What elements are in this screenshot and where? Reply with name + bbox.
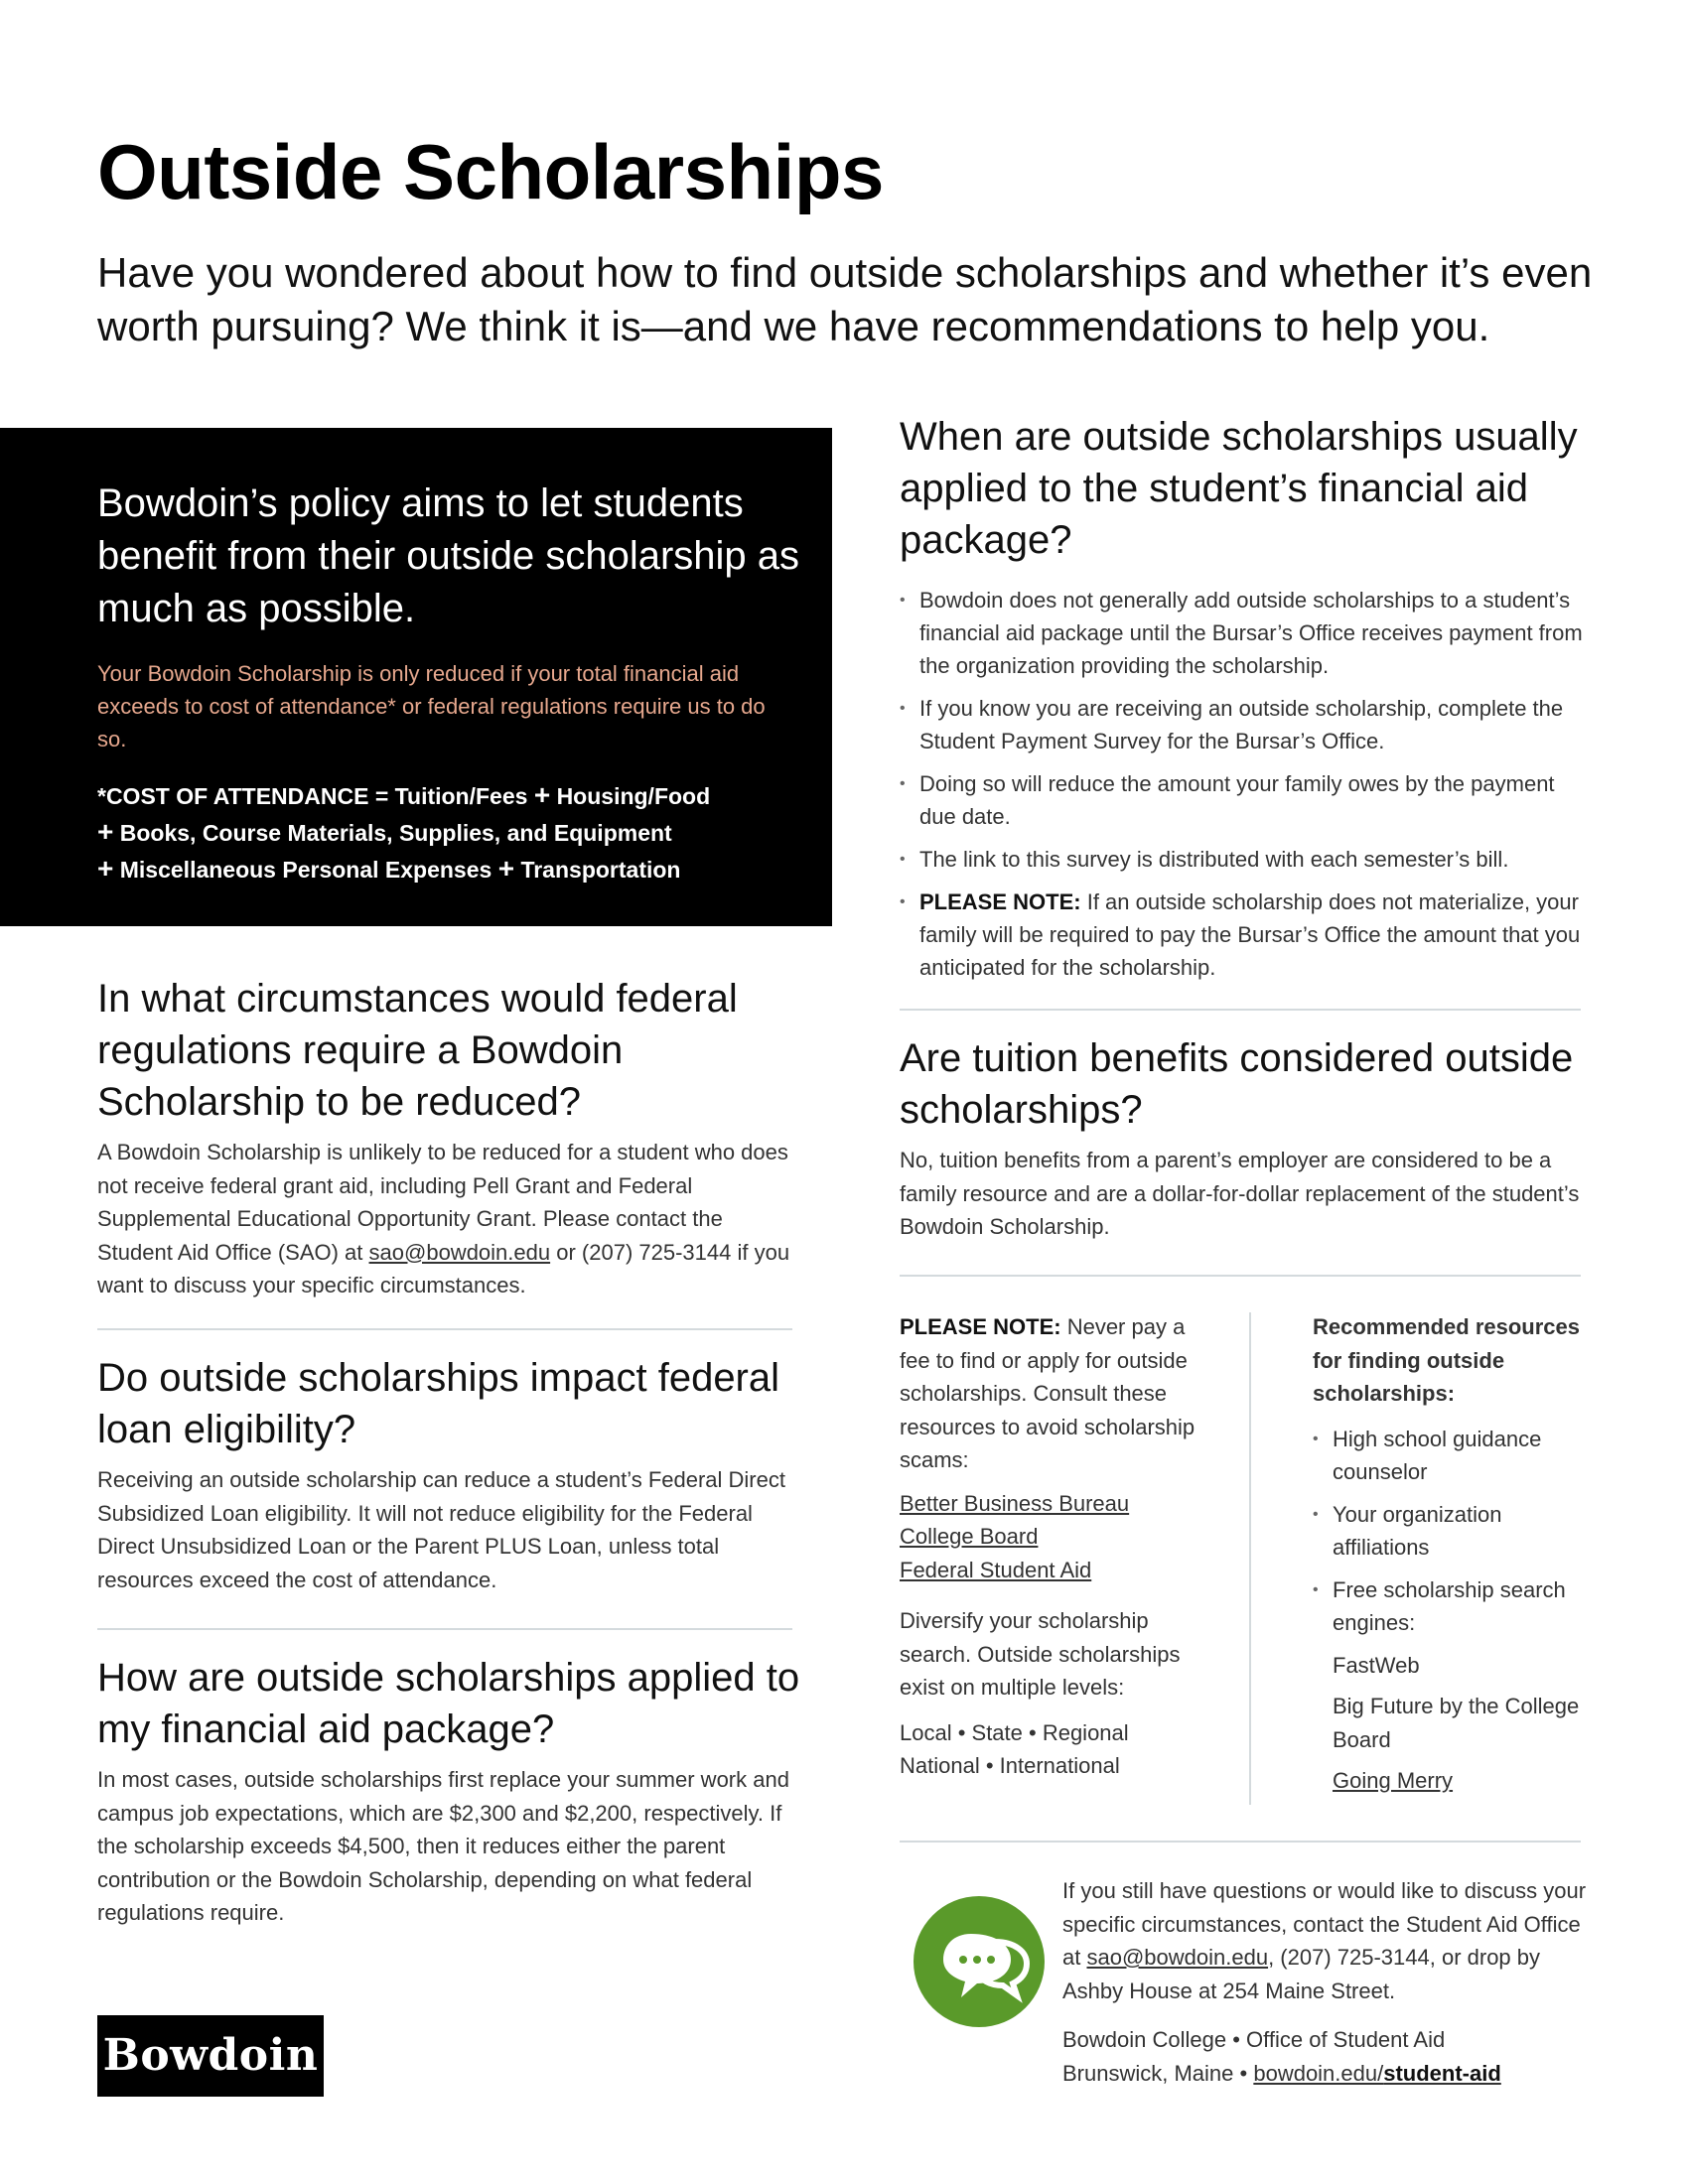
contact-text <box>1062 1874 1589 2007</box>
tuition-section <box>900 1032 1585 1244</box>
policy-note: Your Bowdoin Scholarship is only reduced if your total financial aid exceeds to cost of attendance* or federal regulations require us to do so. <box>97 661 766 751</box>
address-city: Brunswick, Maine • <box>1062 2060 1248 2086</box>
vertical-divider <box>1249 1312 1251 1805</box>
cost-of-attendance <box>97 777 812 887</box>
loan-section <box>97 1352 802 1596</box>
better-business-bureau-link[interactable]: Better Business Bureau <box>900 1490 1130 1516</box>
loan-heading: Do outside scholarships impact federal loan eligibility? <box>97 1356 780 1451</box>
list-item: • High school guidance counselor <box>1313 1423 1581 1488</box>
levels-line-1: Local • State • Regional <box>900 1719 1129 1745</box>
plus-icon: + <box>97 816 114 847</box>
tuition-body: No, tuition benefits from a parent’s employer are considered to be a family resource and are a dollar-for-dollar replacement of the student’s Bowdoin Scholarship. <box>900 1148 1580 1239</box>
address-line-1: Bowdoin College • Office of Student Aid <box>1062 2027 1446 2052</box>
intro-text: Have you wondered about how to find outside scholarships and whether it’s even worth pursuing? We think it is—and we have recommendations to help you. <box>97 249 1593 349</box>
scams-note-text: Never pay a fee to find or apply for outside scholarships. Consult these resources to avoid scholarship scams: <box>900 1314 1196 1472</box>
list-item <box>900 886 1585 984</box>
scams-note <box>900 1310 1197 1477</box>
please-note-label: PLEASE NOTE: <box>919 889 1081 914</box>
engine-fastweb: FastWeb <box>1333 1652 1420 1678</box>
when-bullets <box>900 584 1585 984</box>
page-title: Outside Scholarships <box>97 128 884 215</box>
federal-student-aid-link[interactable]: Federal Student Aid <box>900 1557 1092 1582</box>
when-heading: When are outside scholarships usually applied to the student’s financial aid package? <box>900 415 1578 562</box>
contact-section <box>1062 1874 1589 2090</box>
plus-icon: + <box>533 779 551 810</box>
divider <box>97 1628 792 1630</box>
cost-item: Books, Course Materials, Supplies, and Equipment <box>119 820 672 846</box>
scams-section <box>900 1310 1197 1783</box>
chat-bubbles-icon <box>912 1894 1047 2029</box>
list-item: • Free scholarship search engines: <box>1313 1573 1581 1639</box>
cost-item: Tuition/Fees <box>394 783 528 809</box>
loan-body: Receiving an outside scholarship can reduce a student’s Federal Direct Subsidized Loan eligibility. It will not reduce eligibility for the Federal Direct Unsubsidized Loan or the Parent PLUS Loan, unless total resources exceed the cost of attendance. <box>97 1467 785 1592</box>
list-item: • Doing so will reduce the amount your family owes by the payment due date. <box>900 767 1585 833</box>
sao-email-link[interactable]: sao@bowdoin.edu <box>368 1239 551 1265</box>
search-engines-list <box>1313 1649 1581 1798</box>
address-line-2 <box>1062 2057 1589 2091</box>
url-path: student-aid <box>1383 2060 1501 2086</box>
divider <box>97 1328 792 1330</box>
url-domain: bowdoin.edu/ <box>1253 2060 1384 2086</box>
contact-text-start: If you still have questions or would like to discuss your specific circumstances, contact the Student Aid Office at <box>1062 1878 1587 1970</box>
resources-bullets <box>1313 1423 1581 1639</box>
applied-body: In most cases, outside scholarships first replace your summer work and campus job expectations, which are $2,300 and $2,200, respectively. If the scholarship exceeds $4,500, then it reduces either the parent contribution or the Bowdoin Scholarship, depending on what federal regulations require. <box>97 1767 789 1925</box>
list-item: • The link to this survey is distributed with each semester’s bill. <box>900 843 1585 876</box>
cost-item: Miscellaneous Personal Expenses <box>119 857 492 883</box>
policy-heading: Bowdoin’s policy aims to let students benefit from their outside scholarship as much as possible. <box>97 481 800 630</box>
plus-icon: + <box>97 853 114 884</box>
applied-section <box>97 1652 812 1930</box>
cost-item: Housing/Food <box>556 783 711 809</box>
equals-sign: = <box>374 783 389 809</box>
divider <box>900 1275 1581 1277</box>
when-section <box>900 411 1585 994</box>
engine-big-future: Big Future by the College Board <box>1333 1694 1580 1752</box>
cost-label: *COST OF ATTENDANCE <box>97 783 369 809</box>
applied-heading: How are outside scholarships applied to my financial aid package? <box>97 1656 800 1751</box>
scam-resource-links <box>900 1487 1197 1587</box>
scams-note-label: PLEASE NOTE: <box>900 1314 1061 1339</box>
student-aid-url-link[interactable] <box>1253 2061 1500 2086</box>
levels-line-2: National • International <box>900 1753 1120 1778</box>
bowdoin-logo: Bowdoin <box>97 2015 324 2097</box>
federal-reduce-body <box>97 1136 802 1302</box>
cost-item: Transportation <box>520 857 681 883</box>
resources-section <box>1313 1310 1581 1798</box>
contact-email-link[interactable]: sao@bowdoin.edu <box>1086 1945 1269 1970</box>
going-merry-link[interactable]: Going Merry <box>1333 1768 1454 1793</box>
federal-reduce-text: A Bowdoin Scholarship is unlikely to be reduced for a student who does not receive federal grant aid, including Pell Grant and Federal Supplemental Educational Opportunity Grant. Please contact the Student Aid Office (SAO) at <box>97 1140 788 1265</box>
diversify-text: Diversify your scholarship search. Outside scholarships exist on multiple levels: <box>900 1608 1181 1700</box>
plus-icon: + <box>497 853 515 884</box>
resources-heading: Recommended resources for finding outside scholarships: <box>1313 1314 1580 1406</box>
policy-box <box>0 428 832 926</box>
college-board-link[interactable]: College Board <box>900 1524 1039 1549</box>
list-item: • Bowdoin does not generally add outside scholarships to a student’s financial aid package until the Bursar’s Office receives payment from the organization providing the scholarship. <box>900 584 1585 682</box>
federal-reduce-section <box>97 973 802 1302</box>
tuition-heading: Are tuition benefits considered outside scholarships? <box>900 1036 1574 1132</box>
divider <box>900 1009 1581 1011</box>
please-note-text: If an outside scholarship does not materialize, your family will be required to pay the Bursar’s Office the amount that you anticipated for the scholarship. <box>919 889 1581 980</box>
divider <box>900 1841 1581 1843</box>
list-item: • If you know you are receiving an outside scholarship, complete the Student Payment Survey for the Bursar’s Office. <box>900 692 1585 757</box>
contact-text-end: , (207) 725-3144, or drop by Ashby House at 254 Maine Street. <box>1062 1945 1541 2003</box>
federal-reduce-heading: In what circumstances would federal regulations require a Bowdoin Scholarship to be reduced? <box>97 977 738 1124</box>
list-item: • Your organization affiliations <box>1313 1498 1581 1564</box>
federal-reduce-text-end: or (207) 725-3144 if you want to discuss your specific circumstances. <box>97 1239 790 1297</box>
